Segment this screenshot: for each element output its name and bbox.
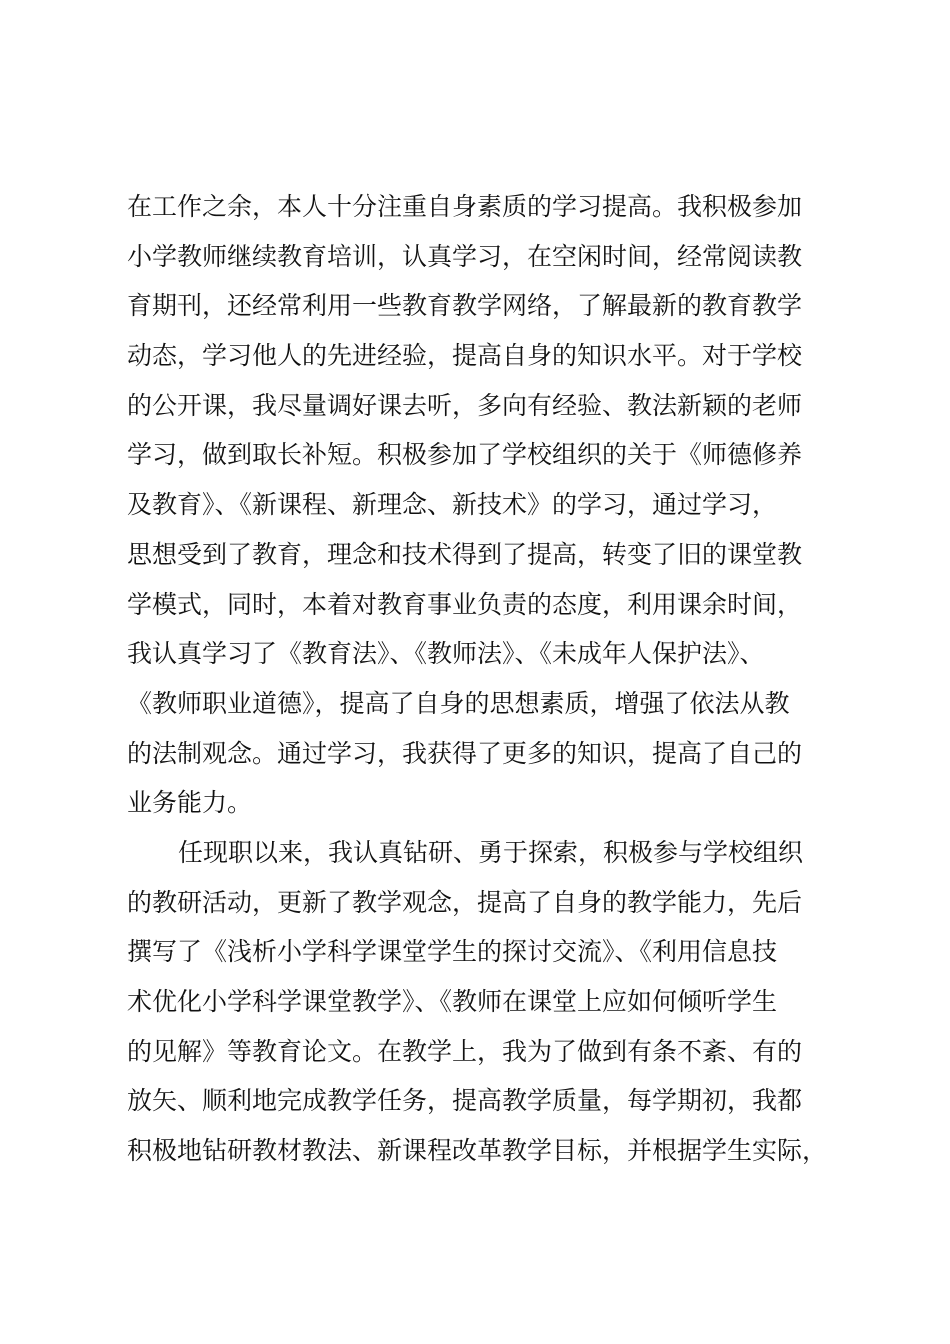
text-line: 及教育》、《新课程、新理念、新技术》的学习，通过学习， <box>127 490 778 520</box>
text-line: 我认真学习了《教育法》、《教师法》、《未成年人保护法》、 <box>127 639 765 669</box>
document-body <box>127 182 827 1176</box>
text-line: 业务能力。 <box>127 788 253 818</box>
text-line: 育期刊，还经常利用一些教育教学网络，了解最新的教育教学 <box>127 291 803 321</box>
text-line: 积极地钻研教材教法、新课程改革教学目标，并根据学生实际， <box>127 1136 828 1166</box>
text-line: 小学教师继续教育培训，认真学习，在空闲时间，经常阅读教 <box>127 241 803 271</box>
text-line: 的公开课，我尽量调好课去听，多向有经验、教法新颖的老师 <box>127 390 803 420</box>
text-line: 《教师职业道德》，提高了自身的思想素质，增强了依法从教 <box>127 688 790 718</box>
text-line: 的法制观念。通过学习，我获得了更多的知识，提高了自己的 <box>127 738 803 768</box>
text-line: 思想受到了教育，理念和技术得到了提高，转变了旧的课堂教 <box>127 539 803 569</box>
text-line: 术优化小学科学课堂教学》、《教师在课堂上应如何倾听学生 <box>127 987 778 1016</box>
text-line: 撰写了《浅析小学科学课堂学生的探讨交流》、《利用信息技 <box>127 937 778 967</box>
text-line: 在工作之余，本人十分注重自身素质的学习提高。我积极参加 <box>127 192 803 221</box>
text-line: 的见解》等教育论文。在教学上，我为了做到有条不紊、有的 <box>127 1036 803 1066</box>
text-line: 任现职以来，我认真钻研、勇于探索，积极参与学校组织 <box>178 837 804 867</box>
text-line: 的教研活动，更新了教学观念，提高了自身的教学能力，先后 <box>127 887 803 917</box>
paragraph-research <box>127 828 827 1176</box>
text-line: 学习，做到取长补短。积极参加了学校组织的关于《师德修养 <box>127 440 803 470</box>
paragraph-study <box>127 182 827 828</box>
text-line: 动态，学习他人的先进经验，提高自身的知识水平。对于学校 <box>127 341 803 371</box>
text-line: 放矢、顺利地完成教学任务，提高教学质量，每学期初，我都 <box>127 1086 803 1116</box>
text-line: 学模式，同时，本着对教育事业负责的态度，利用课余时间， <box>127 589 803 619</box>
